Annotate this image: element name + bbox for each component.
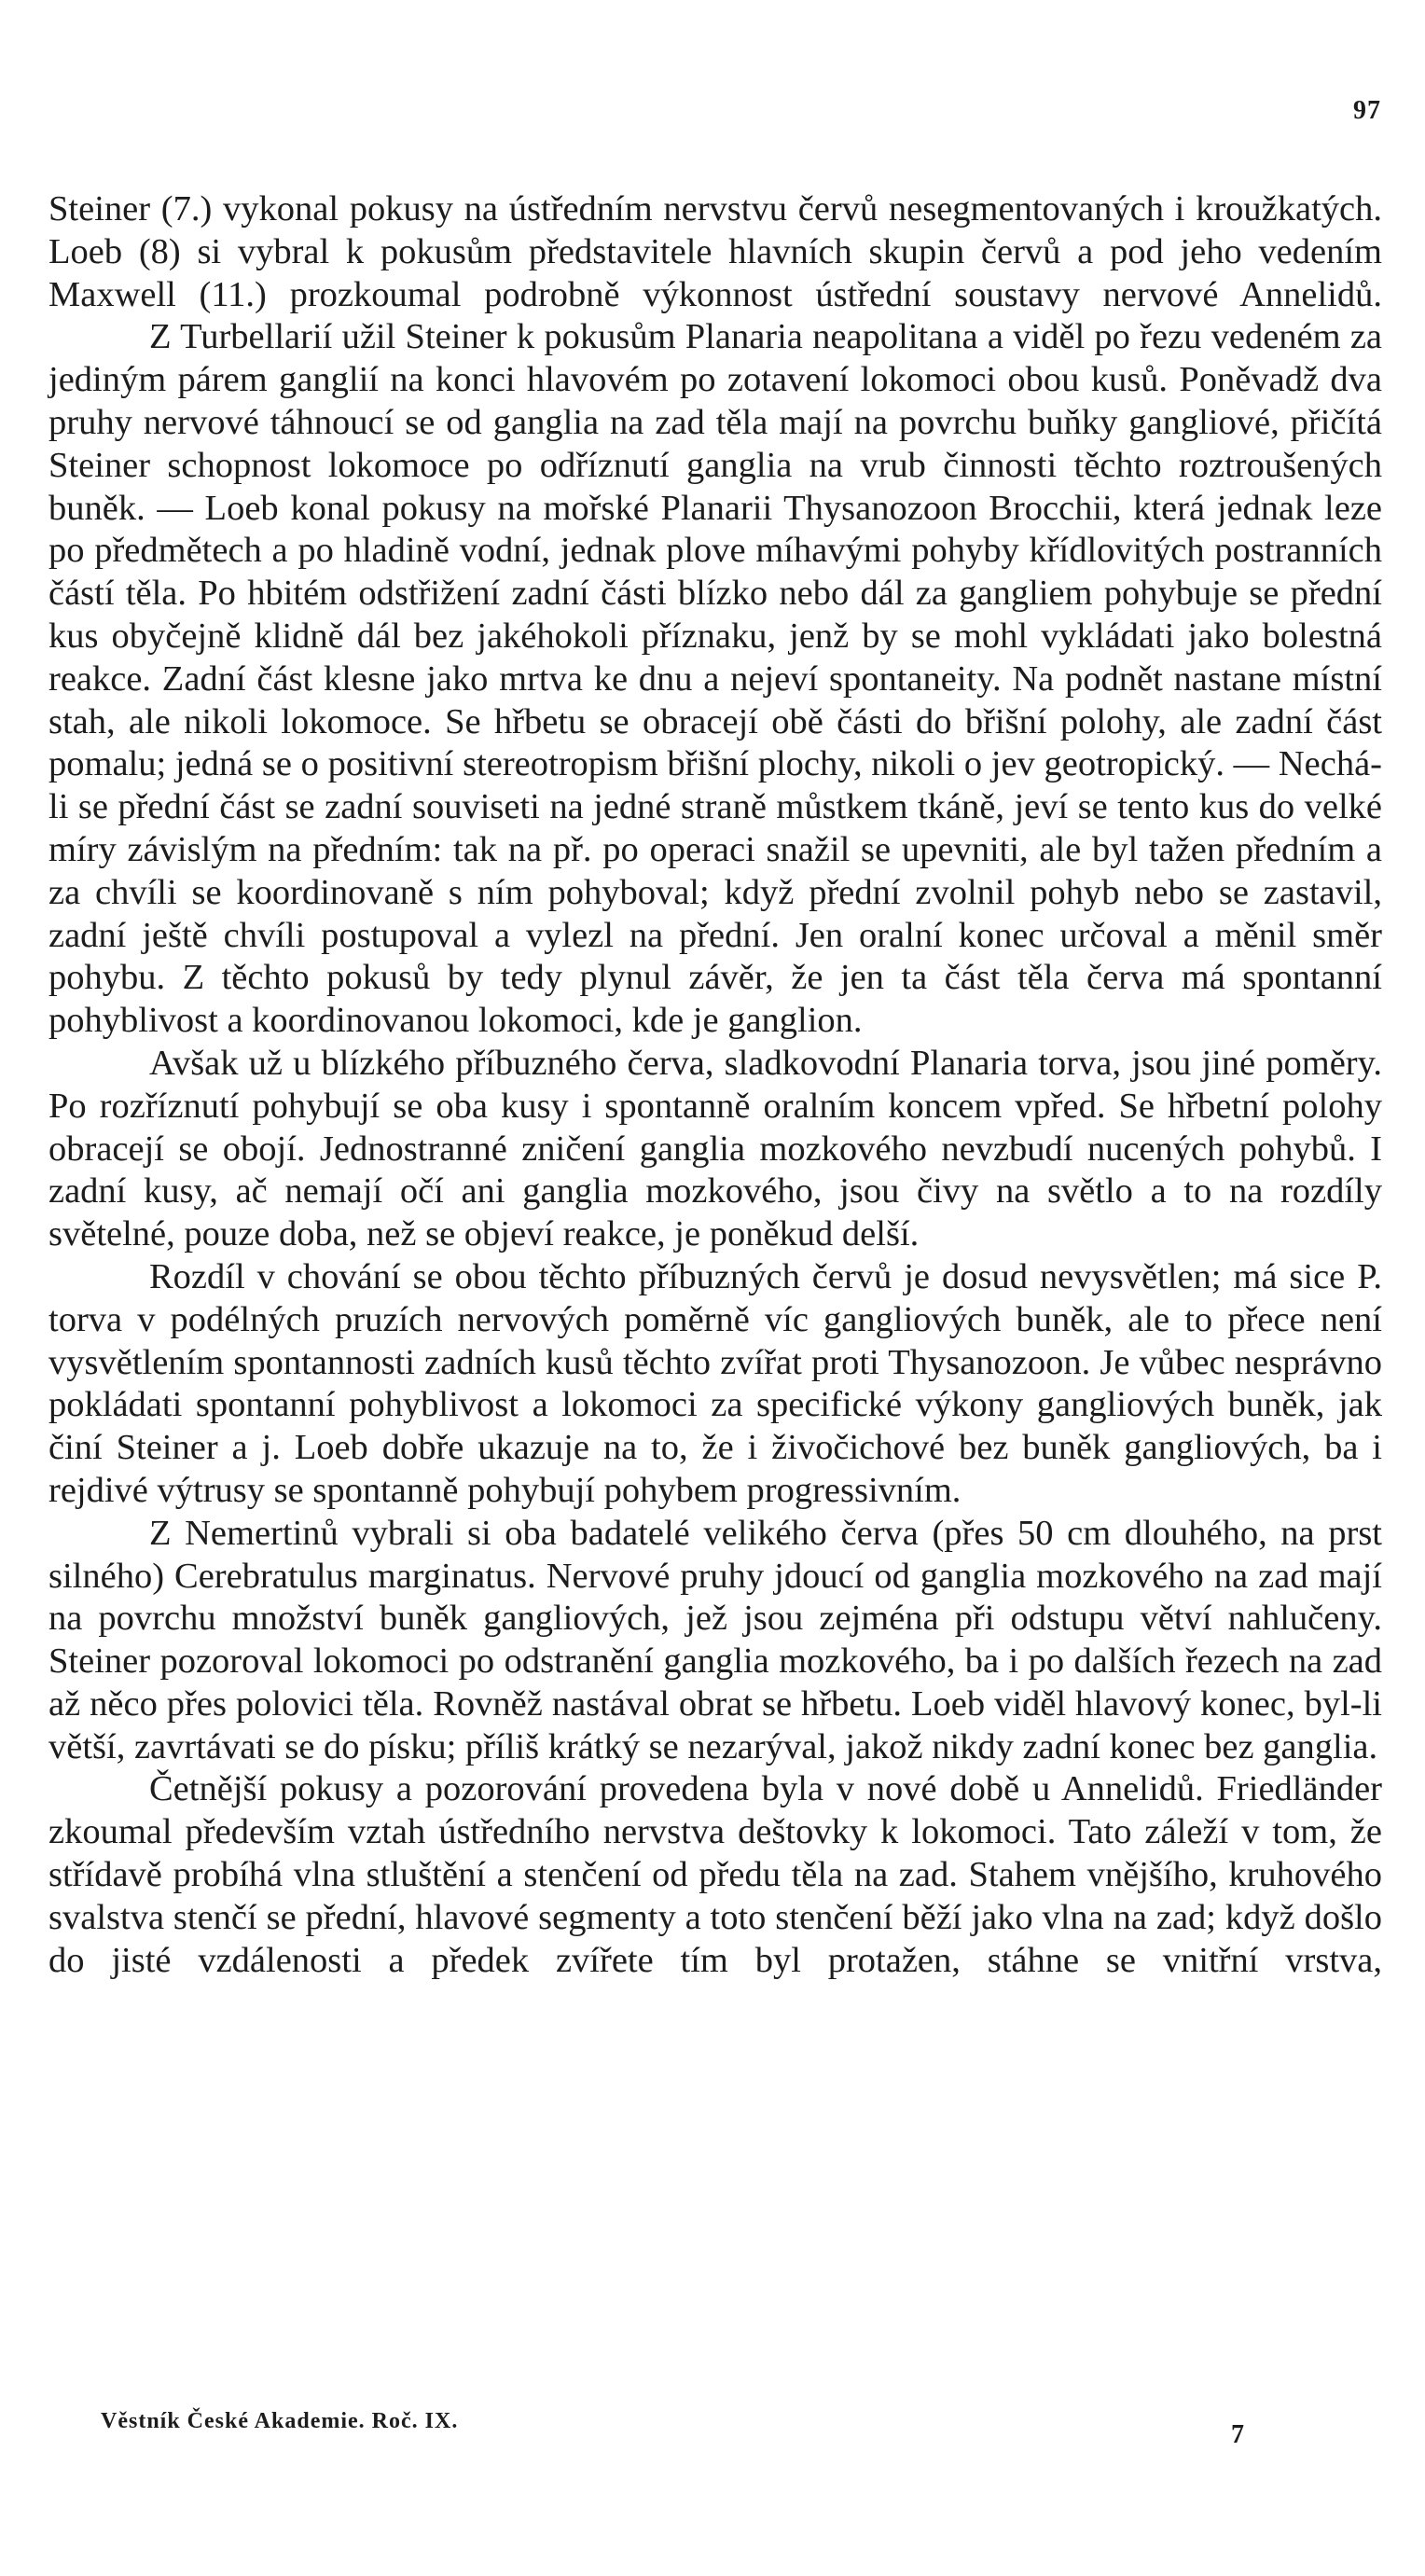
signature-mark: 7 — [1231, 2420, 1244, 2449]
journal-footer: Věstník České Akademie. Roč. IX. — [101, 2409, 459, 2433]
paragraph-1: Steiner (7.) vykonal pokusy na ústředním nervstvu červů nesegmentovaných i kroužkatých. Loeb (8) si vybral k pokusům představitele hlavních skupin červů a pod jeho vedením Maxwell (11.) prozkoumal podrobně výkonnost ústřední soustavy nervové Annelidů. — [48, 189, 1382, 314]
page-number: 97 — [1353, 96, 1381, 125]
paragraph-6: Četnější pokusy a pozorování provedena byla v nové době u Annelidů. Friedländer zkoumal především vztah ústředního nervstva deštovky k lokomoci. Tato záleží v tom, že střídavě probíhá vlna stluštění a stenčení od předu těla na zad. Stahem vnějšího, kruhového svalstva stenčí se přední, hlavové segmenty a toto stenčení běží jako vlna na zad; když došlo do jisté vzdálenosti a předek zvířete tím byl protažen, stáhne se vnitřní vrstva, — [48, 1769, 1382, 1980]
paragraph-4: Rozdíl v chování se obou těchto příbuzných červů je dosud nevysvětlen; má sice P. torva v podélných pruzích nervových poměrně víc gangliových buněk, ale to přece není vysvětlením spontannosti zadních kusů těchto zvířat proti Thysanozoon. Je vůbec nesprávno pokládati spontanní pohyblivost a lokomoci za specifické výkony gangliových buněk, jak činí Steiner a j. Loeb dobře ukazuje na to, že i živočichové bez buněk gangliových, ba i rejdivé výtrusy se spontanně pohybují pohybem progressivním. — [48, 1256, 1382, 1510]
paragraph-5: Z Nemertinů vybrali si oba badatelé velikého červa (přes 50 cm dlouhého, na prst silného) Cerebratulus marginatus. Nervové pruhy jdoucí od ganglia mozkového na zad mají na povrchu množství buněk gangliových, jež jsou zejména při odstupu větví nahlučeny. Steiner pozoroval lokomoci po odstranění ganglia mozkového, ba i po dalších řezech na zad až něco přes polovici těla. Rovněž nastával obrat se hřbetu. Loeb viděl hlavový konec, byl-li větší, zavrtávati se do písku; příliš krátký se nezarýval, jakož nikdy zadní konec bez ganglia. — [48, 1513, 1382, 1766]
paragraph-2: Z Turbellarií užil Steiner k pokusům Planaria neapolitana a viděl po řezu vedeném za jediným párem ganglií na konci hlavovém po zotavení lokomoci obou kusů. Poněvadž dva pruhy nervové táhnoucí se od ganglia na zad těla mají na povrchu buňky gangliové, přičítá Steiner schopnost lokomoce po odříznutí ganglia na vrub činnosti těchto roztroušených buněk. — Loeb konal pokusy na mořské Planarii Thysanozoon Brocchii, která jednak leze po předmětech a po hladině vodní, jednak plove míhavými pohyby křídlovitých postranních částí těla. Po hbitém odstřižení zadní části blízko nebo dál za gangliem pohybuje se přední kus obyčejně klidně dál bez jakéhokoli příznaku, jenž by se mohl vykládati jako bolestná reakce. Zadní část klesne jako mrtva ke dnu a nejeví spontaneity. Na podnět nastane místní stah, ale nikoli lokomoce. Se hřbetu se obracejí obě části do břišní polohy, ale zadní část pomalu; jedná se o positivní stereotropism břišní plochy, nikoli o jev geotropický. — Nechá-li se přední část se zadní souviseti na jedné straně můstkem tkáně, jeví se tento kus do velké míry závislým na předním: tak na př. po operaci snažil se upevniti, ale byl tažen předním a za chvíli se koordinovaně s ním pohyboval; když přední zvolnil pohyb nebo se zastavil, zadní ještě chvíli postupoval a vylezl na přední. Jen oralní konec určoval a měnil směr pohybu. Z těchto pokusů by tedy plynul závěr, že jen ta část těla červa má spontanní pohyblivost a koordinovanou lokomoci, kde je ganglion. — [48, 317, 1382, 1041]
paragraph-3: Avšak už u blízkého příbuzného červa, sladkovodní Planaria torva, jsou jiné poměry. Po rozříznutí pohybují se oba kusy i spontanně oralním koncem vpřed. Se hřbetní polohy obracejí se obojí. Jednostranné zničení ganglia mozkového nevzbudí nucených pohybů. I zadní kusy, ač nemají očí ani ganglia mozkového, jsou čivy na světlo a to na rozdíly světelné, pouze doba, než se objeví reakce, je poněkud delší. — [48, 1043, 1382, 1254]
body-text — [48, 188, 1382, 1982]
